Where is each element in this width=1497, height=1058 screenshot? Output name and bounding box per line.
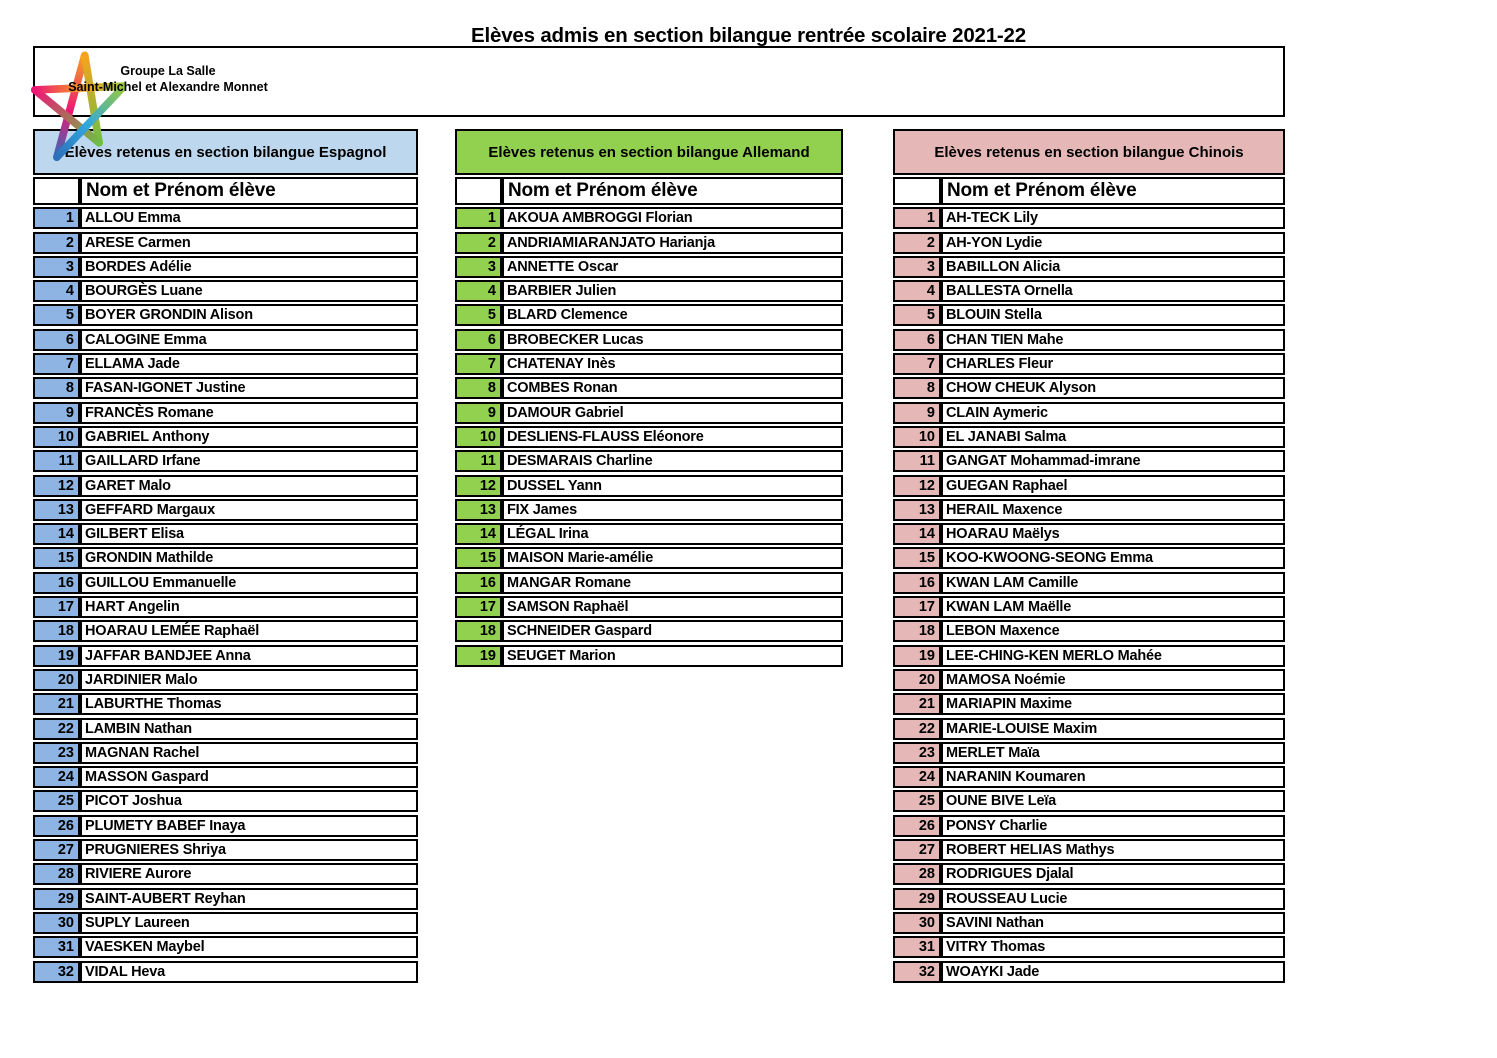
row-number: 4 (893, 280, 941, 302)
row-number: 3 (455, 256, 502, 278)
table-row (33, 596, 418, 618)
table-row (893, 280, 1285, 302)
student-name: BALLESTA Ornella (941, 280, 1285, 302)
table-row (455, 402, 843, 424)
student-name: JAFFAR BANDJEE Anna (80, 645, 418, 667)
section-banner (893, 129, 1285, 175)
row-number: 15 (33, 547, 80, 569)
row-number: 28 (893, 863, 941, 885)
table-row (33, 523, 418, 545)
row-number: 12 (33, 475, 80, 497)
student-name: HOARAU Maëlys (941, 523, 1285, 545)
table-row (893, 742, 1285, 764)
student-name: FIX James (502, 499, 843, 521)
row-number: 19 (455, 645, 502, 667)
student-name: MAGNAN Rachel (80, 742, 418, 764)
student-name: OUNE BIVE Leïa (941, 790, 1285, 812)
table-row (33, 815, 418, 837)
table-row (33, 790, 418, 812)
table-row (33, 863, 418, 885)
row-number: 10 (33, 426, 80, 448)
table-row (33, 572, 418, 594)
row-number: 1 (33, 207, 80, 229)
student-name: GAILLARD Irfane (80, 450, 418, 472)
row-number: 6 (33, 329, 80, 351)
table-row (893, 426, 1285, 448)
section-banner (455, 129, 843, 175)
table-row (33, 620, 418, 642)
student-name: BORDES Adélie (80, 256, 418, 278)
row-number: 6 (455, 329, 502, 351)
student-name: ROUSSEAU Lucie (941, 888, 1285, 910)
row-number: 18 (33, 620, 80, 642)
table-row (33, 499, 418, 521)
student-name: WOAYKI Jade (941, 961, 1285, 983)
table-row (893, 207, 1285, 229)
student-name: MERLET Maïa (941, 742, 1285, 764)
table-row (893, 499, 1285, 521)
row-number: 18 (893, 620, 941, 642)
row-number: 21 (33, 693, 80, 715)
table-row (33, 402, 418, 424)
table-row (33, 669, 418, 691)
row-number: 3 (33, 256, 80, 278)
table-header-row (33, 177, 418, 205)
row-number: 31 (33, 936, 80, 958)
table-row (33, 353, 418, 375)
row-number: 25 (893, 790, 941, 812)
row-number: 5 (455, 304, 502, 326)
student-name: AKOUA AMBROGGI Florian (502, 207, 843, 229)
student-name: CHARLES Fleur (941, 353, 1285, 375)
student-name: BOYER GRONDIN Alison (80, 304, 418, 326)
student-name: LEE-CHING-KEN MERLO Mahée (941, 645, 1285, 667)
row-number: 29 (33, 888, 80, 910)
section-allemand (455, 129, 843, 669)
row-number: 5 (893, 304, 941, 326)
table-row (33, 839, 418, 861)
table-row (893, 961, 1285, 983)
table-row (893, 815, 1285, 837)
row-number: 19 (893, 645, 941, 667)
student-name: VAESKEN Maybel (80, 936, 418, 958)
student-name: EL JANABI Salma (941, 426, 1285, 448)
student-name: BARBIER Julien (502, 280, 843, 302)
row-number: 10 (893, 426, 941, 448)
row-number: 25 (33, 790, 80, 812)
table-row (893, 693, 1285, 715)
row-number: 30 (893, 912, 941, 934)
student-name: MARIAPIN Maxime (941, 693, 1285, 715)
table-row (33, 547, 418, 569)
row-number: 29 (893, 888, 941, 910)
row-number: 27 (33, 839, 80, 861)
student-name: MAMOSA Noémie (941, 669, 1285, 691)
student-name: GARET Malo (80, 475, 418, 497)
student-name: MANGAR Romane (502, 572, 843, 594)
table-row (33, 766, 418, 788)
student-name: DUSSEL Yann (502, 475, 843, 497)
row-number: 28 (33, 863, 80, 885)
row-number: 23 (893, 742, 941, 764)
row-number: 11 (455, 450, 502, 472)
student-name: SAMSON Raphaël (502, 596, 843, 618)
table-row (893, 304, 1285, 326)
student-name: KWAN LAM Maëlle (941, 596, 1285, 618)
corner-cell (893, 177, 941, 205)
row-number: 14 (455, 523, 502, 545)
table-row (893, 863, 1285, 885)
row-number: 22 (33, 718, 80, 740)
row-number: 6 (893, 329, 941, 351)
row-number: 2 (33, 232, 80, 254)
table-row (33, 450, 418, 472)
school-logo (66, 63, 270, 96)
table-row (33, 742, 418, 764)
table-header-row (455, 177, 843, 205)
student-name: SAINT-AUBERT Reyhan (80, 888, 418, 910)
corner-cell (455, 177, 502, 205)
column-header-label: Nom et Prénom élève (80, 177, 418, 205)
table-row (893, 620, 1285, 642)
table-row (893, 329, 1285, 351)
student-name: KWAN LAM Camille (941, 572, 1285, 594)
student-name: BROBECKER Lucas (502, 329, 843, 351)
table-row (33, 329, 418, 351)
row-number: 4 (455, 280, 502, 302)
student-name: VIDAL Heva (80, 961, 418, 983)
section-chinois (893, 129, 1285, 985)
table-row (33, 377, 418, 399)
student-name: JARDINIER Malo (80, 669, 418, 691)
student-name: BOURGÈS Luane (80, 280, 418, 302)
table-row (893, 839, 1285, 861)
row-number: 23 (33, 742, 80, 764)
table-row (893, 353, 1285, 375)
row-number: 9 (33, 402, 80, 424)
table-row (893, 790, 1285, 812)
table-row (893, 475, 1285, 497)
section-banner-label: Elèves retenus en section bilangue Espagnol (64, 143, 387, 161)
row-number: 15 (893, 547, 941, 569)
row-number: 10 (455, 426, 502, 448)
student-name: SAVINI Nathan (941, 912, 1285, 934)
row-number: 8 (33, 377, 80, 399)
row-number: 19 (33, 645, 80, 667)
table-row (893, 402, 1285, 424)
table-row (33, 256, 418, 278)
student-name: ANDRIAMIARANJATO Harianja (502, 232, 843, 254)
table-row (893, 766, 1285, 788)
table-row (893, 377, 1285, 399)
student-name: LÉGAL Irina (502, 523, 843, 545)
table-row (33, 426, 418, 448)
row-number: 16 (33, 572, 80, 594)
row-number: 3 (893, 256, 941, 278)
student-name: PONSY Charlie (941, 815, 1285, 837)
row-number: 9 (893, 402, 941, 424)
row-number: 21 (893, 693, 941, 715)
table-row (33, 693, 418, 715)
table-row (893, 936, 1285, 958)
table-row (455, 572, 843, 594)
student-name: CLAIN Aymeric (941, 402, 1285, 424)
row-number: 13 (455, 499, 502, 521)
student-name: ALLOU Emma (80, 207, 418, 229)
row-number: 2 (455, 232, 502, 254)
student-name: AH-YON Lydie (941, 232, 1285, 254)
student-name: AH-TECK Lily (941, 207, 1285, 229)
student-name: GUEGAN Raphael (941, 475, 1285, 497)
table-row (455, 304, 843, 326)
row-number: 12 (455, 475, 502, 497)
table-row (893, 450, 1285, 472)
table-row (33, 280, 418, 302)
row-number: 16 (893, 572, 941, 594)
table-row (455, 450, 843, 472)
table-row (455, 499, 843, 521)
row-number: 15 (455, 547, 502, 569)
row-number: 7 (893, 353, 941, 375)
row-number: 16 (455, 572, 502, 594)
table-row (455, 596, 843, 618)
student-name: MAISON Marie-amélie (502, 547, 843, 569)
table-header-row (893, 177, 1285, 205)
row-number: 18 (455, 620, 502, 642)
student-name: BLARD Clemence (502, 304, 843, 326)
row-number: 26 (33, 815, 80, 837)
student-name: CHAN TIEN Mahe (941, 329, 1285, 351)
row-number: 5 (33, 304, 80, 326)
table-row (33, 961, 418, 983)
table-row (893, 645, 1285, 667)
student-name: BLOUIN Stella (941, 304, 1285, 326)
student-name: CHOW CHEUK Alyson (941, 377, 1285, 399)
table-row (893, 523, 1285, 545)
student-name: GUILLOU Emmanuelle (80, 572, 418, 594)
table-row (33, 304, 418, 326)
row-number: 14 (33, 523, 80, 545)
row-number: 27 (893, 839, 941, 861)
student-name: DAMOUR Gabriel (502, 402, 843, 424)
row-number: 26 (893, 815, 941, 837)
row-number: 13 (33, 499, 80, 521)
student-name: SUPLY Laureen (80, 912, 418, 934)
table-row (455, 329, 843, 351)
rows (455, 207, 843, 666)
student-name: GILBERT Elisa (80, 523, 418, 545)
student-name: ROBERT HELIAS Mathys (941, 839, 1285, 861)
corner-cell (33, 177, 80, 205)
rows (33, 207, 418, 982)
row-number: 20 (893, 669, 941, 691)
table-row (455, 280, 843, 302)
table-row (893, 596, 1285, 618)
table-row (455, 645, 843, 667)
table-row (455, 426, 843, 448)
student-name: HOARAU LEMÉE Raphaël (80, 620, 418, 642)
student-name: VITRY Thomas (941, 936, 1285, 958)
student-name: HART Angelin (80, 596, 418, 618)
row-number: 32 (893, 961, 941, 983)
student-name: MARIE-LOUISE Maxim (941, 718, 1285, 740)
student-name: HERAIL Maxence (941, 499, 1285, 521)
student-name: GABRIEL Anthony (80, 426, 418, 448)
table-row (33, 936, 418, 958)
row-number: 4 (33, 280, 80, 302)
student-name: PRUGNIERES Shriya (80, 839, 418, 861)
student-name: CALOGINE Emma (80, 329, 418, 351)
table-row (455, 377, 843, 399)
student-name: RIVIERE Aurore (80, 863, 418, 885)
row-number: 8 (893, 377, 941, 399)
student-name: COMBES Ronan (502, 377, 843, 399)
student-name: LEBON Maxence (941, 620, 1285, 642)
row-number: 17 (33, 596, 80, 618)
table-row (455, 523, 843, 545)
table-row (455, 353, 843, 375)
student-name: CHATENAY Inès (502, 353, 843, 375)
logo-line2: Saint-Michel et Alexandre Monnet (68, 80, 268, 95)
table-row (893, 888, 1285, 910)
student-name: GEFFARD Margaux (80, 499, 418, 521)
table-row (33, 645, 418, 667)
table-row (893, 669, 1285, 691)
row-number: 31 (893, 936, 941, 958)
student-name: DESMARAIS Charline (502, 450, 843, 472)
student-name: FASAN-IGONET Justine (80, 377, 418, 399)
student-name: LAMBIN Nathan (80, 718, 418, 740)
table-row (893, 232, 1285, 254)
table-row (455, 256, 843, 278)
student-name: NARANIN Koumaren (941, 766, 1285, 788)
row-number: 7 (33, 353, 80, 375)
student-name: FRANCÈS Romane (80, 402, 418, 424)
row-number: 24 (33, 766, 80, 788)
student-name: SEUGET Marion (502, 645, 843, 667)
row-number: 7 (455, 353, 502, 375)
logo-line1: Groupe La Salle (120, 64, 216, 78)
table-row (455, 232, 843, 254)
table-row (455, 207, 843, 229)
student-name: SCHNEIDER Gaspard (502, 620, 843, 642)
row-number: 30 (33, 912, 80, 934)
table-row (893, 572, 1285, 594)
table-row (33, 718, 418, 740)
row-number: 11 (893, 450, 941, 472)
table-row (33, 475, 418, 497)
page-title: Elèves admis en section bilangue rentrée scolaire 2021-22 (471, 24, 1026, 47)
student-name: ANNETTE Oscar (502, 256, 843, 278)
rows (893, 207, 1285, 982)
row-number: 2 (893, 232, 941, 254)
table-row (33, 912, 418, 934)
table-row (893, 718, 1285, 740)
row-number: 1 (455, 207, 502, 229)
table-row (455, 620, 843, 642)
student-name: BABILLON Alicia (941, 256, 1285, 278)
student-name: DESLIENS-FLAUSS Eléonore (502, 426, 843, 448)
table-row (33, 207, 418, 229)
table-row (33, 232, 418, 254)
student-name: GRONDIN Mathilde (80, 547, 418, 569)
table-row (893, 547, 1285, 569)
column-header-label: Nom et Prénom élève (941, 177, 1285, 205)
row-number: 14 (893, 523, 941, 545)
student-name: LABURTHE Thomas (80, 693, 418, 715)
row-number: 13 (893, 499, 941, 521)
student-name: ELLAMA Jade (80, 353, 418, 375)
row-number: 32 (33, 961, 80, 983)
table-row (893, 256, 1285, 278)
section-banner-label: Elèves retenus en section bilangue Chinois (934, 143, 1244, 161)
row-number: 24 (893, 766, 941, 788)
student-name: PLUMETY BABEF Inaya (80, 815, 418, 837)
table-row (455, 475, 843, 497)
row-number: 9 (455, 402, 502, 424)
row-number: 17 (893, 596, 941, 618)
student-name: GANGAT Mohammad-imrane (941, 450, 1285, 472)
row-number: 17 (455, 596, 502, 618)
section-espagnol (33, 129, 418, 985)
row-number: 8 (455, 377, 502, 399)
row-number: 20 (33, 669, 80, 691)
student-name: PICOT Joshua (80, 790, 418, 812)
row-number: 22 (893, 718, 941, 740)
student-name: MASSON Gaspard (80, 766, 418, 788)
row-number: 12 (893, 475, 941, 497)
student-name: ARESE Carmen (80, 232, 418, 254)
table-row (893, 912, 1285, 934)
column-header-label: Nom et Prénom élève (502, 177, 843, 205)
row-number: 1 (893, 207, 941, 229)
student-name: KOO-KWOONG-SEONG Emma (941, 547, 1285, 569)
table-row (33, 888, 418, 910)
section-banner-label: Elèves retenus en section bilangue Allemand (488, 143, 810, 161)
table-row (455, 547, 843, 569)
student-name: RODRIGUES Djalal (941, 863, 1285, 885)
row-number: 11 (33, 450, 80, 472)
